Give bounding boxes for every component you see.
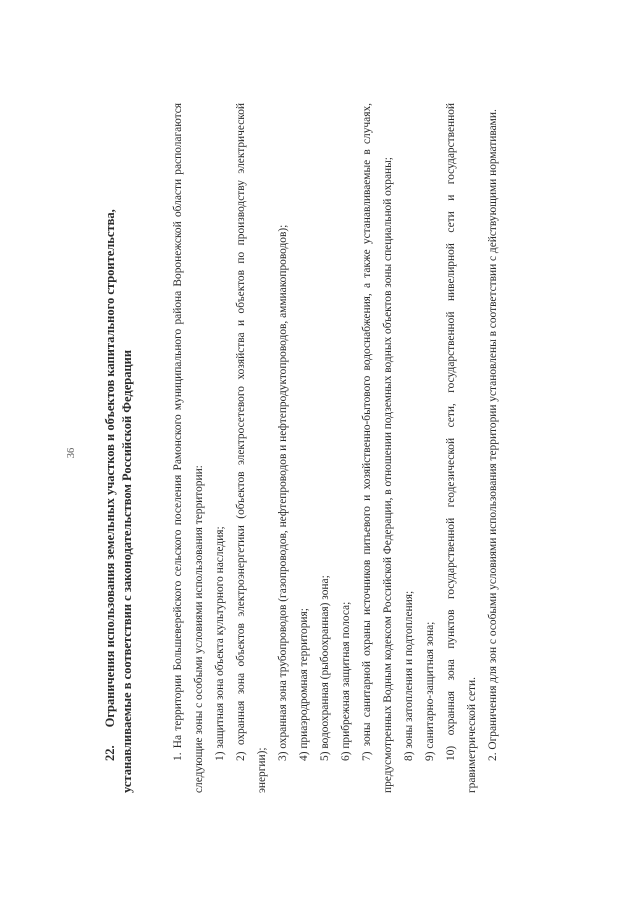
section-title-line2: устанавливаемые в соответствии с законодательством Российской Федерации	[120, 349, 134, 793]
paragraph-conclusion: 2. Ограничения для зон с особыми условиями использования территории установлены в соответствии с действующими нормативами.	[487, 108, 499, 761]
list-item: 5) водоохранная (рыбоохранная) зона;	[319, 574, 331, 761]
page-number: 36	[66, 447, 77, 458]
list-item: 1) защитная зона объекта культурного наследия;	[214, 525, 226, 761]
list-item: 8) зоны затопления и подтопления;	[403, 590, 415, 761]
section-title-line1: Ограничения использования земельных участков и объектов капитального строительства,	[103, 208, 117, 727]
section-heading	[102, 103, 136, 793]
list-item: 10) охранная зона пунктов государственной геодезической сети, государственной нивелирной сети и государственной гравиметрической сети.	[445, 102, 478, 793]
list-item: 9) санитарно-защитная зона;	[424, 621, 436, 761]
section-number: 22.	[103, 744, 117, 761]
list-item: 7) зоны санитарной охраны источников питьевого и хозяйственно-бытового водоснабжения, а также устанавливаемые в случаях, предусмотренных Водным кодексом Российской Федерации, в отношении подземных водных объектов зоны специальной охраны;	[361, 102, 394, 793]
document-page	[40, 83, 600, 823]
document-body	[168, 103, 504, 793]
list-item: 2) охранная зона объектов электроэнергетики (объектов электросетевого хозяйства и объектов по производству электрической энергии);	[235, 102, 268, 793]
list-item: 4) приаэродромная территория;	[298, 607, 310, 761]
paragraph-intro: 1. На территории Большеверейского сельского поселения Рамонского муниципального района Воронежской области располагаются следующие зоны с особыми условиями использования территории:	[172, 102, 205, 793]
list-item: 3) охранная зона трубопроводов (газопроводов, нефтепроводов и нефтепродуктопроводов, аммиакопроводов);	[277, 224, 289, 761]
list-item: 6) прибрежная защитная полоса;	[340, 601, 352, 761]
